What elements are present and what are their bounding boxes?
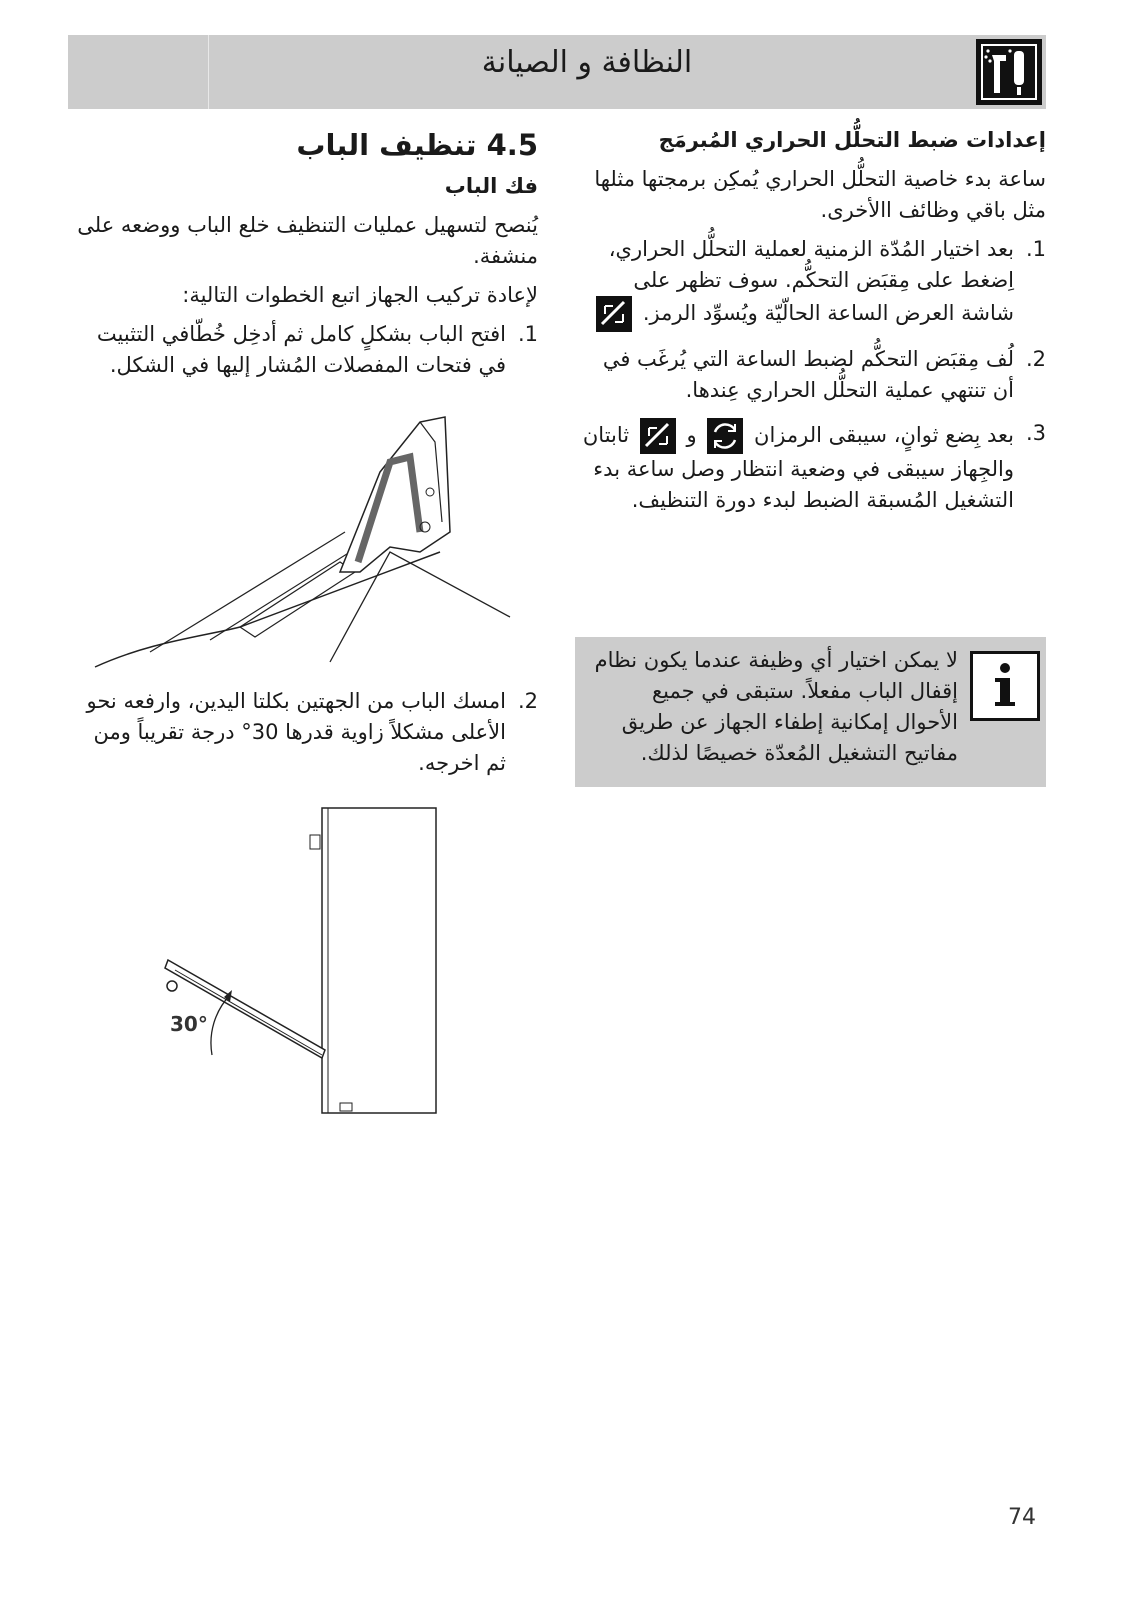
page-header: [68, 35, 1046, 109]
door-intro: يُنصح لتسهيل عمليات التنظيف خلع الباب ووضعه على منشفة.: [77, 213, 538, 268]
left-column: [68, 128, 538, 393]
step-connector: و: [686, 423, 697, 447]
section-heading-pyrolysis: إعدادات ضبط التحلُّل الحراري المُبرمَج: [658, 128, 1046, 152]
info-note: [575, 637, 1046, 787]
list-item: [68, 686, 538, 779]
page-number: 74: [1008, 1505, 1036, 1530]
left-step-2: [68, 686, 538, 791]
header-title: النظافة و الصيانة: [481, 45, 693, 80]
list-item: [68, 319, 538, 381]
info-icon: [970, 651, 1040, 721]
door-intro-2: لإعادة تركيب الجهاز اتبع الخطوات التالية:: [182, 283, 538, 307]
note-text: لا يمكن اختيار أي وظيفة عندما يكون نظام إقفال الباب مفعلاً. ستبقى في جميع الأحوال إمكانية إطفاء الجهاز عن طريق مفاتيح التشغيل المُعدّة خصيصًا لذلك.: [594, 648, 958, 765]
step-text: بعد بِضع ثوانٍ، سيبقى الرمزان: [754, 423, 1014, 447]
subheading-remove-door: فك الباب: [444, 174, 538, 198]
step-text: لُف مِقبَض التحكُّم لضبط الساعة التي يُرغَب في أن تنتهي عملية التحلُّل الحراري عِندها.: [602, 347, 1014, 402]
step-number: 1.: [517, 322, 538, 346]
list-item: [580, 418, 1046, 516]
angle-label: 30°: [170, 1012, 208, 1036]
pyrolysis-intro: ساعة بدء خاصية التحلُّل الحراري يُمكِن برمجتها مثلها مثل باقي وظائف االأخرى.: [594, 167, 1046, 222]
step-text: ثابتان والجِهاز سيبقى في وضعية انتظار وصل ساعة بدء التشغيل المُسبقة الضبط لبدء دورة التنظيف.: [582, 423, 1014, 512]
step-text: بعد اختيار المُدّة الزمنية لعملية التحلُّل الحراري، اِضغط على مِقبَض التحكُّم. سوف تظهر على شاشة العرض الساعة الحالّيّة ويُسوِّد الرمز: [608, 237, 1014, 325]
door-angle-figure: [150, 800, 450, 1120]
section-heading-door-cleaning: 4.5 تنظيف الباب: [296, 128, 538, 162]
step-text: امسك الباب من الجهتين بكلتا اليدين، وارفعه نحو الأعلى مشكلاً زاوية قدرها 30° درجة تقريباً ومن ثم اخرجه.: [86, 689, 506, 775]
right-column: [580, 128, 1046, 528]
self-clean-symbol-icon: [640, 418, 676, 454]
cleaning-icon: [976, 39, 1042, 105]
step-number: 3.: [1025, 421, 1046, 445]
hinge-figure: [90, 412, 520, 672]
timer-symbol-icon: [707, 418, 743, 454]
step-number: 2.: [1025, 347, 1046, 371]
self-clean-symbol-icon: [596, 296, 632, 332]
step-number: 2.: [517, 689, 538, 713]
step-number: 1.: [1025, 237, 1046, 261]
list-item: [580, 344, 1046, 406]
step-text: افتح الباب بشكلٍ كامل ثم أدخِل خُطّافي التثبيت في فتحات المفصلات المُشار إليها في الشكل.: [96, 322, 506, 377]
list-item: 1. بعد اختيار المُدّة الزمنية لعملية التحلُّل الحراري، اِضغط على مِقبَض التحكُّم. سوف تظهر على شاشة العرض الساعة الحالّيّة ويُسوِّد الرمز.: [580, 234, 1046, 332]
header-divider: [208, 35, 209, 109]
